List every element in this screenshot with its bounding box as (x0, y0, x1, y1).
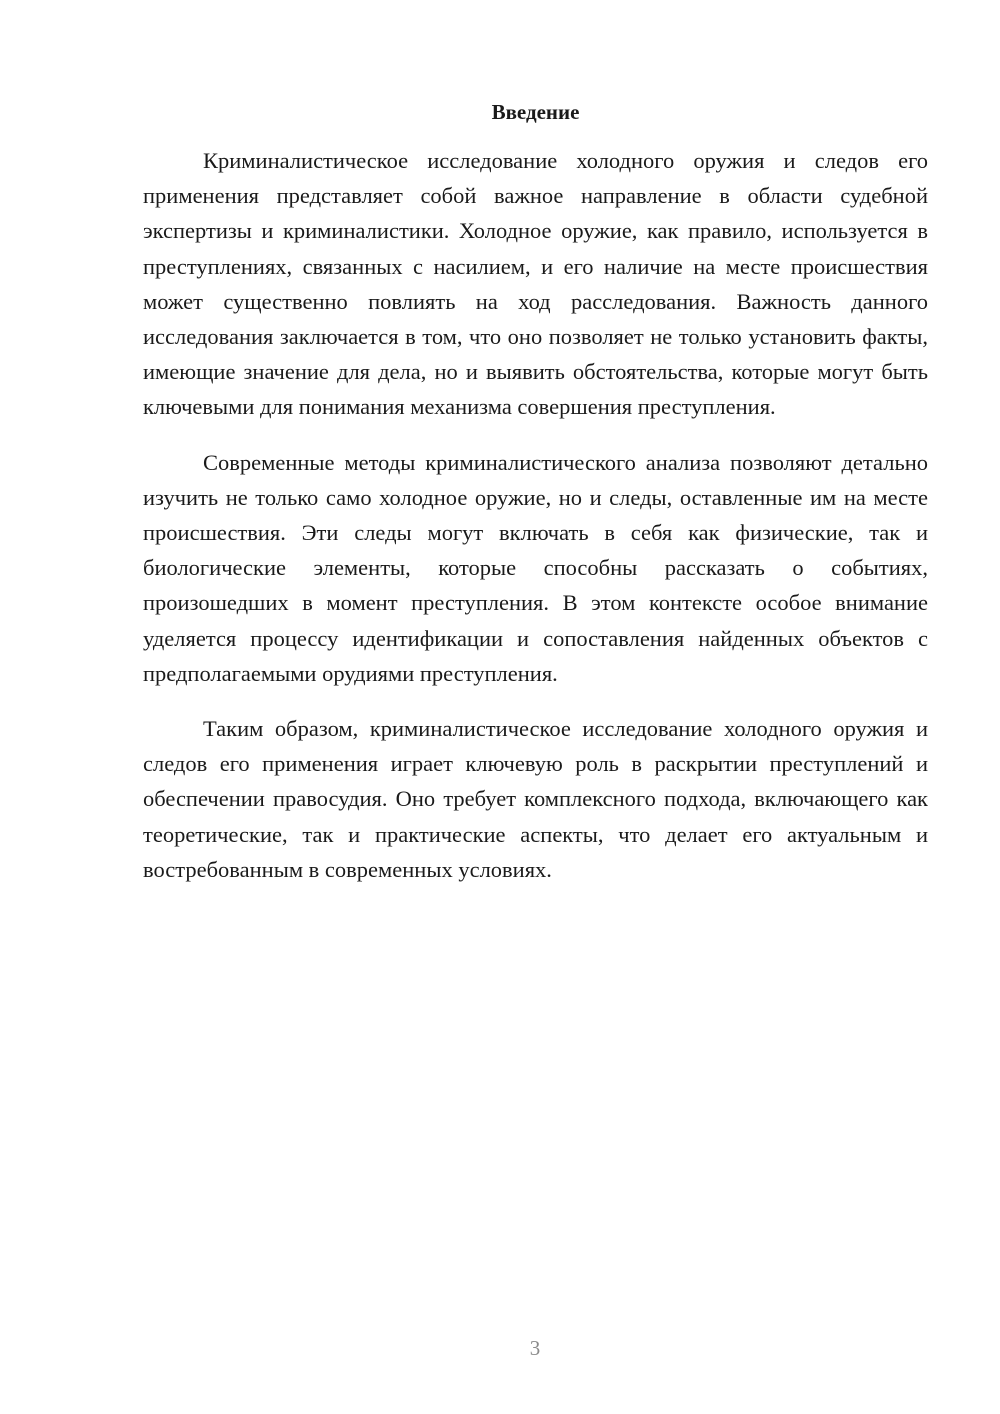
paragraph-2: Современные методы криминалистического анализа позволяют детально изучить не только само холодное оружие, но и следы, оставленные им на месте происшествия. Эти следы могут включать в себя как физические, так и биологические элементы, которые способны рассказать о событиях, произошедших в момент преступления. В этом контексте особое внимание уделяется процессу идентификации и сопоставления найденных объектов с предполагаемыми орудиями преступления. (143, 449, 928, 686)
paragraph-1: Криминалистическое исследование холодного оружия и следов его применения представляет собой важное направление в области судебной экспертизы и криминалистики. Холодное оружие, как правило, используется в преступлениях, связанных с насилием, и его наличие на месте происшествия может существенно повлиять на ход расследования. Важность данного исследования заключается в том, что оно позволяет не только установить факты, имеющие значение для дела, но и выявить обстоятельства, которые могут быть ключевыми для понимания механизма совершения преступления. (143, 148, 928, 420)
section-title: Введение (491, 100, 580, 124)
paragraph-3: Таким образом, криминалистическое исследование холодного оружия и следов его применения играет ключевую роль в раскрытии преступлений и обеспечении правосудия. Оно требует комплексного подхода, включающего как теоретические, так и практические аспекты, что делает его актуальным и востребованным в современных условиях. (143, 716, 928, 882)
page-number: 3 (529, 1336, 541, 1360)
body-text (143, 143, 928, 907)
